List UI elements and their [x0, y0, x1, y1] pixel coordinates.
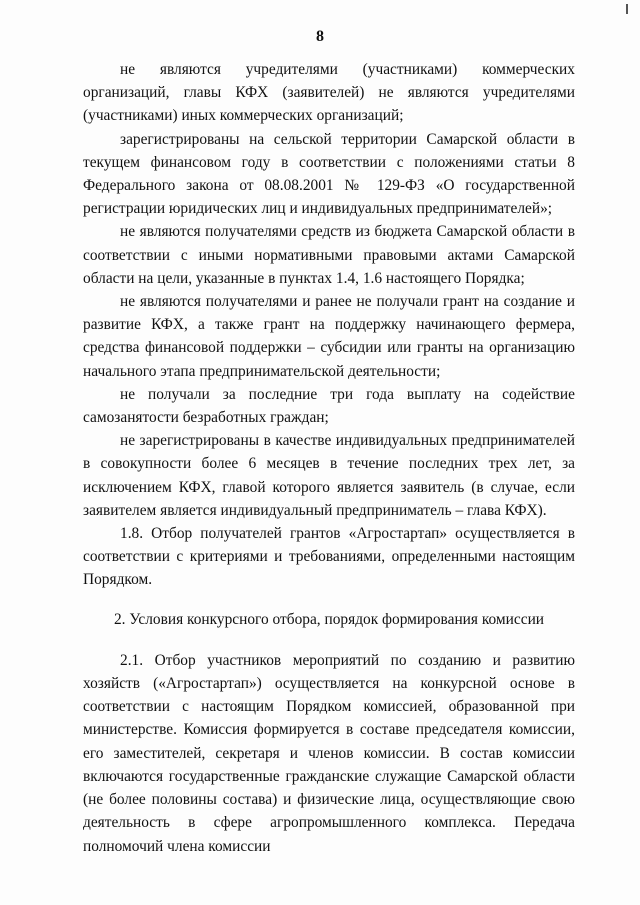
paragraph-not-registered-entrepreneur: не зарегистрированы в качестве индивидуальных предпринимателей в совокупности более 6 месяцев в течение последних трех лет, за исключением КФХ, главой которого является заявитель (в случае, если заявителем является индивидуальный предприниматель – глава КФХ). — [83, 432, 575, 519]
section-heading: 2. Условия конкурсного отбора, порядок формирования комиссии — [113, 610, 545, 628]
paragraph-no-self-employment-payment: не получали за последние три года выплату на содействие самозанятости безработных граждан; — [83, 385, 575, 427]
paragraph-1-8-selection: 1.8. Отбор получателей грантов «Агростартап» осуществляется в соответствии с критериями и требованиями, определенными настоящим Порядком. — [83, 525, 575, 589]
paragraph-2-1-commission: 2.1. Отбор участников мероприятий по созданию и развитию хозяйств («Агростартап») осуществляется на конкурсной основе в соответствии с настоящим Порядком комиссией, образованной при министерстве. Комиссия формируется в составе председателя комиссии, его заместителей, секретаря и членов комиссии. В состав комиссии включаются государственные гражданские служащие Самарской области (не более половины состава) и физические лица, осуществляющие свою деятельность в сфере агропромышленного комплекса. Передача полномочий члена комиссии — [83, 651, 575, 855]
paragraph-not-budget-recipients: не являются получателями средств из бюджета Самарской области в соответствии с иными нормативными правовыми актами Самарской области на цели, указанные в пунктах 1.4, 1.6 настоящего Порядка; — [83, 223, 575, 287]
page-number: 8 — [316, 28, 324, 45]
paragraph-registered-rural: зарегистрированы на сельской территории Самарской области в текущем финансовом году в соответствии с положениями статьи 8 Федерального закона от 08.08.2001 № 129-ФЗ «О государственной регистрации юридических лиц и индивидуальных предпринимателей»; — [83, 130, 575, 218]
paragraph-no-prior-grant: не являются получателями и ранее не получали грант на создание и развитие КФХ, а также грант на поддержку начинающего фермера, средства финансовой поддержки – субсидии или гранты на организацию начального этапа предпринимательской деятельности; — [83, 293, 575, 380]
paragraph-not-founders: не являются учредителями (участниками) коммерческих организаций, главы КФХ (заявителей) не являются учредителями (участниками) иных коммерческих организаций; — [83, 61, 575, 125]
document-body — [83, 58, 575, 858]
scan-artifact — [626, 4, 628, 14]
